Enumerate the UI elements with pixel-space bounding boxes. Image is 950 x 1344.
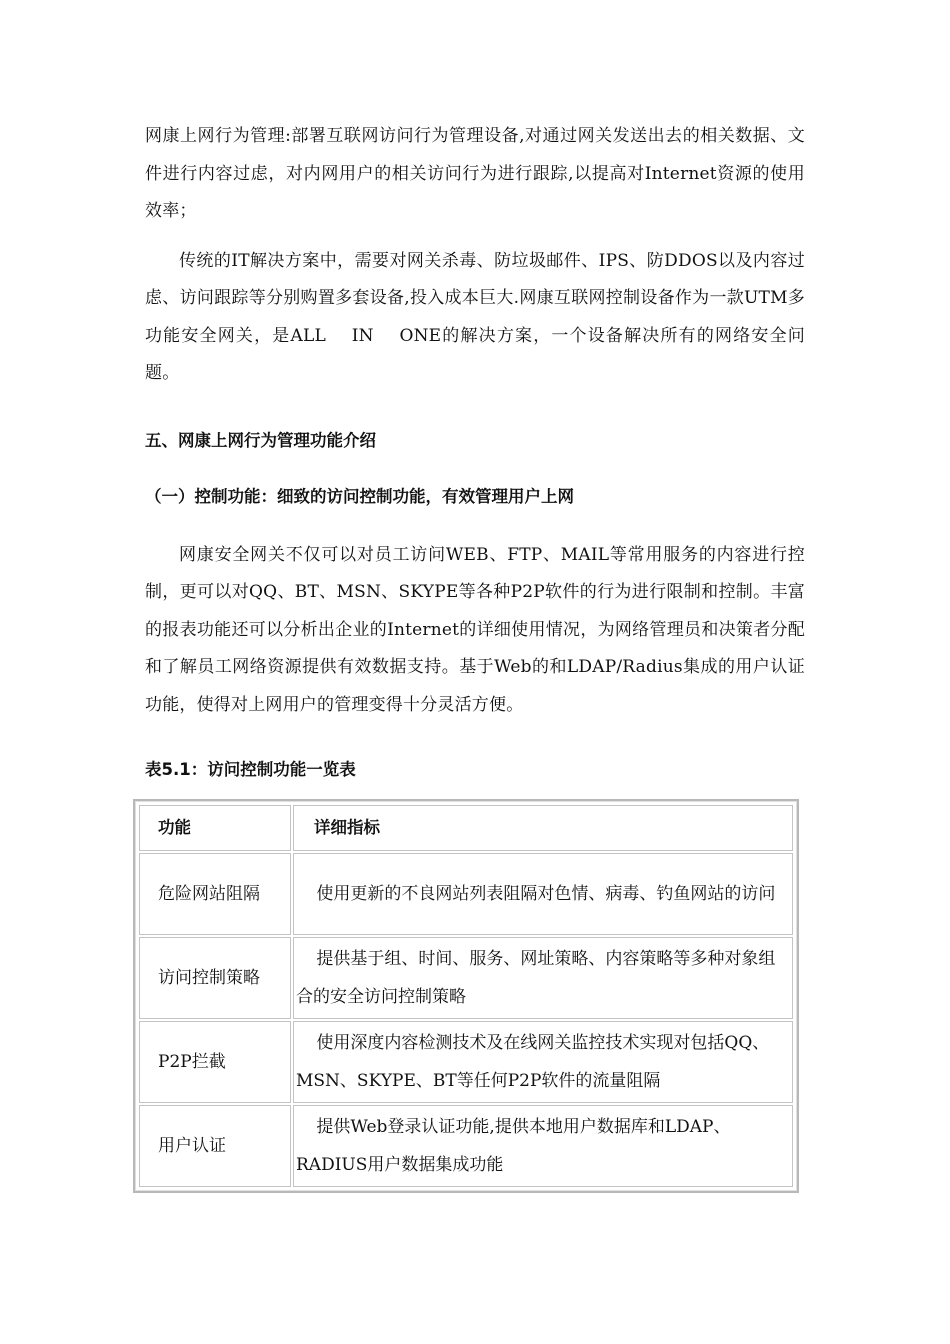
header-feature: 功能 xyxy=(139,805,291,851)
row-detail-text: 使用更新的不良网站列表阻隔对色情、病毒、钓鱼网站的访问 xyxy=(316,884,776,904)
paragraph-gateway-description: 网康安全网关不仅可以对员工访问WEB、FTP、MAIL等常用服务的内容进行控制，更可以对QQ、BT、MSN、SKYPE等各种P2P软件的行为进行限制和控制。丰富的报表功能还可以分析出企业的Internet的详细使用情况，为网络管理员和决策者分配和了解员工网络资源提供有效数据支持。基于Web的和LDAP/Radius集成的用户认证功能，使得对上网用户的管理变得十分灵活方便。 xyxy=(145,544,805,715)
table-header-row xyxy=(139,805,793,851)
row-feature: 危险网站阻隔 xyxy=(139,853,291,935)
section-heading: 五、网康上网行为管理功能介绍 xyxy=(145,430,376,450)
row-feature: 用户认证 xyxy=(139,1105,291,1187)
feature-table xyxy=(133,799,799,1193)
document-body xyxy=(145,118,805,782)
table-row xyxy=(139,1105,793,1187)
row-feature: P2P拦截 xyxy=(139,1021,291,1103)
row-detail xyxy=(293,853,793,935)
row-detail-text: 提供基于组、时间、服务、网址策略、内容策略等多种对象组合的安全访问控制策略 xyxy=(296,949,776,1007)
table-title: 表5.1：访问控制功能一览表 xyxy=(145,760,356,779)
row-detail xyxy=(293,1105,793,1187)
table-row xyxy=(139,1021,793,1103)
row-detail-text: 提供Web登录认证功能,提供本地用户数据库和LDAP、RADIUS用户数据集成功能 xyxy=(296,1117,731,1175)
row-detail xyxy=(293,1021,793,1103)
paragraph-traditional-solution: 传统的IT解决方案中，需要对网关杀毒、防垃圾邮件、IPS、防DDOS以及内容过虑、访问跟踪等分别购置多套设备,投入成本巨大.网康互联网控制设备作为一款UTM多功能安全网关，是ALL IN ONE的解决方案，一个设备解决所有的网络安全问题。 xyxy=(145,250,805,383)
table-row xyxy=(139,853,793,935)
sub-heading: （一）控制功能：细致的访问控制功能，有效管理用户上网 xyxy=(145,486,574,506)
table-row xyxy=(139,937,793,1019)
row-feature: 访问控制策略 xyxy=(139,937,291,1019)
paragraph-intro: 网康上网行为管理:部署互联网访问行为管理设备,对通过网关发送出去的相关数据、文件进行内容过虑，对内网用户的相关访问行为进行跟踪,以提高对Internet资源的使用效率； xyxy=(145,126,805,221)
row-detail xyxy=(293,937,793,1019)
header-detail: 详细指标 xyxy=(293,805,793,851)
row-detail-text: 使用深度内容检测技术及在线网关监控技术实现对包括QQ、MSN、SKYPE、BT等任何P2P软件的流量阻隔 xyxy=(296,1033,770,1091)
feature-table-grid xyxy=(137,803,795,1189)
